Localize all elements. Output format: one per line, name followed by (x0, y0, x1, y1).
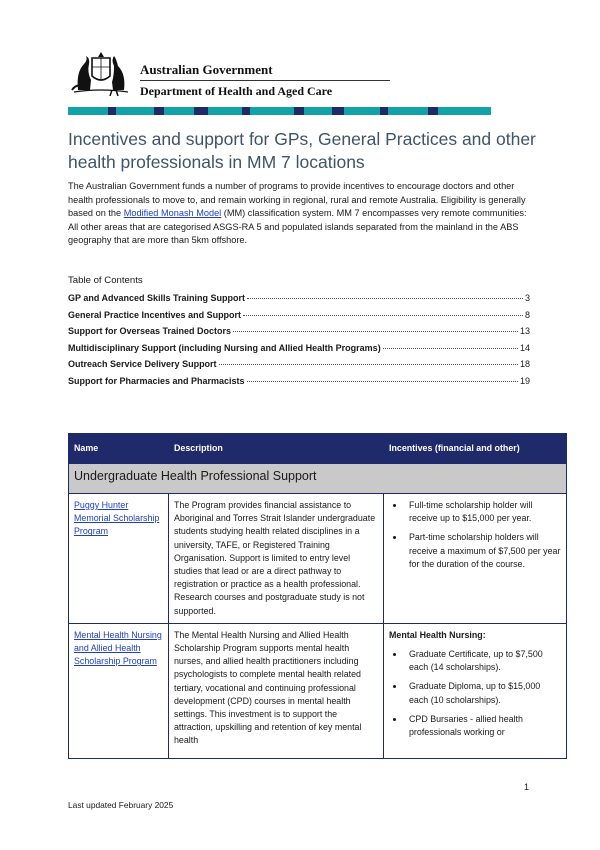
incentive-item: • Part-time scholarship holders will receive a maximum of $7,500 per year for the duration of the course. (405, 531, 561, 571)
bar-segment (116, 107, 154, 115)
incentive-item: • CPD Bursaries - allied health professionals working or (405, 713, 561, 739)
bar-segment (304, 107, 332, 115)
toc-entry-title: GP and Advanced Skills Training Support (68, 293, 246, 303)
toc-entry-page: 18 (519, 359, 530, 369)
incentives-list (389, 648, 561, 739)
bar-segment (68, 107, 108, 115)
table-row (69, 494, 567, 624)
government-name: Australian Government (140, 62, 273, 77)
intro-paragraph (68, 180, 530, 248)
program-description: The Mental Health Nursing and Allied Health Scholarship Program supports mental health nurses, and allied health practitioners including psychologists to complete mental health related tertiary, vocational and continuing professional development (CPD) courses in mental health settings. This investment is to support the attraction, upskilling and retention of key mental health (174, 629, 362, 746)
page-header (70, 50, 540, 100)
section-heading: Undergraduate Health Professional Support (69, 464, 567, 494)
brand-color-bar (68, 107, 531, 115)
header-divider (140, 80, 390, 81)
toc-entry[interactable] (68, 326, 530, 343)
bar-segment (344, 107, 380, 115)
toc-entry[interactable] (68, 376, 530, 393)
bar-segment (250, 107, 294, 115)
toc-entry-title: Outreach Service Delivery Support (68, 359, 217, 369)
toc-entry[interactable] (68, 343, 530, 360)
column-header-description: Description (169, 434, 384, 464)
bar-segment (194, 107, 208, 115)
incentives-table (68, 433, 567, 759)
bar-segment (108, 107, 116, 115)
toc-leader-dots (243, 315, 523, 316)
modified-monash-model-link[interactable]: Modified Monash Model (123, 208, 222, 219)
incentives-list (389, 499, 561, 571)
toc-entry-page: 14 (519, 342, 530, 353)
toc-leader-dots (247, 381, 518, 382)
bar-segment (242, 107, 250, 115)
table-of-contents (68, 293, 530, 392)
toc-leader-dots (219, 364, 518, 365)
bar-segment (388, 107, 428, 115)
page-title: Incentives and support for GPs, General Practices and other health professionals in MM 7 locations (68, 129, 536, 172)
page-number: 1 (524, 782, 530, 792)
bar-segment (438, 107, 491, 115)
bar-segment (164, 107, 194, 115)
incentive-item: • Graduate Diploma, up to $15,000 each (10 scholarships). (405, 680, 561, 706)
column-header-name: Name (69, 434, 169, 464)
toc-entry-title: Support for Pharmacies and Pharmacists (68, 375, 245, 386)
toc-leader-dots (233, 331, 518, 332)
coat-of-arms-logo (70, 50, 132, 96)
toc-entry-title: General Practice Incentives and Support (68, 309, 242, 320)
bar-segment (208, 107, 242, 115)
toc-leader-dots (383, 348, 518, 349)
footer-updated: Last updated February 2025 (68, 800, 174, 810)
program-incentives (384, 494, 567, 624)
toc-entry-page: 19 (519, 375, 530, 386)
section-row (69, 464, 567, 494)
incentive-item: • Full-time scholarship holder will receive up to $15,000 per year. (405, 499, 561, 525)
toc-entry[interactable] (68, 310, 530, 327)
table-row (69, 623, 567, 758)
toc-leader-dots (247, 298, 523, 299)
intro-text-after: (MM) classification system. MM 7 encompasses very remote communities: All other areas that are categorised ASGS-RA 5 and populated islands separated from the mainland in the ABS geography that are more than 5km offshore. (68, 208, 527, 246)
program-name-cell (69, 494, 169, 624)
bar-segment (380, 107, 388, 115)
program-name-cell (69, 623, 169, 758)
toc-entry[interactable] (68, 293, 530, 310)
toc-heading: Table of Contents (68, 275, 143, 286)
program-description: The Program provides financial assistance to Aboriginal and Torres Strait Islander undergraduate students studying health related disciplines in a university, TAFE, or Registered Training Organisation. Support is limited to entry level studies that lead or are a direct pathway to registration or practice as a health professional. Research courses and postgraduate study is not supported. (169, 494, 384, 624)
program-description-cell (169, 623, 384, 758)
table-header-row (69, 434, 567, 464)
bar-segment (294, 107, 304, 115)
department-name: Department of Health and Aged Care (140, 84, 333, 98)
incentives-heading: Mental Health Nursing: (389, 629, 486, 640)
column-header-incentives: Incentives (financial and other) (384, 434, 567, 464)
bar-segment (332, 107, 344, 115)
toc-entry[interactable] (68, 359, 530, 376)
bar-segment (154, 107, 164, 115)
program-link[interactable]: Mental Health Nursing and Allied Health Scholarship Program (74, 629, 162, 667)
program-incentives (384, 623, 567, 758)
toc-entry-title: Support for Overseas Trained Doctors (68, 326, 232, 336)
intro-text-before: The Australian Government funds a number of programs to provide incentives to encourage doctors and other health professionals to move to, and remain working in regional, rural and remote Australia. Eligibility is generally based on the (68, 181, 526, 219)
toc-entry-page: 8 (524, 309, 530, 320)
bar-segment (428, 107, 438, 115)
toc-entry-title: Multidisciplinary Support (including Nursing and Allied Health Programs) (68, 342, 381, 353)
toc-entry-page: 13 (519, 326, 530, 336)
incentive-item: • Graduate Certificate, up to $7,500 each (14 scholarships). (405, 648, 561, 674)
program-link[interactable]: Puggy Hunter Memorial Scholarship Program (74, 500, 160, 537)
toc-entry-page: 3 (524, 293, 530, 303)
